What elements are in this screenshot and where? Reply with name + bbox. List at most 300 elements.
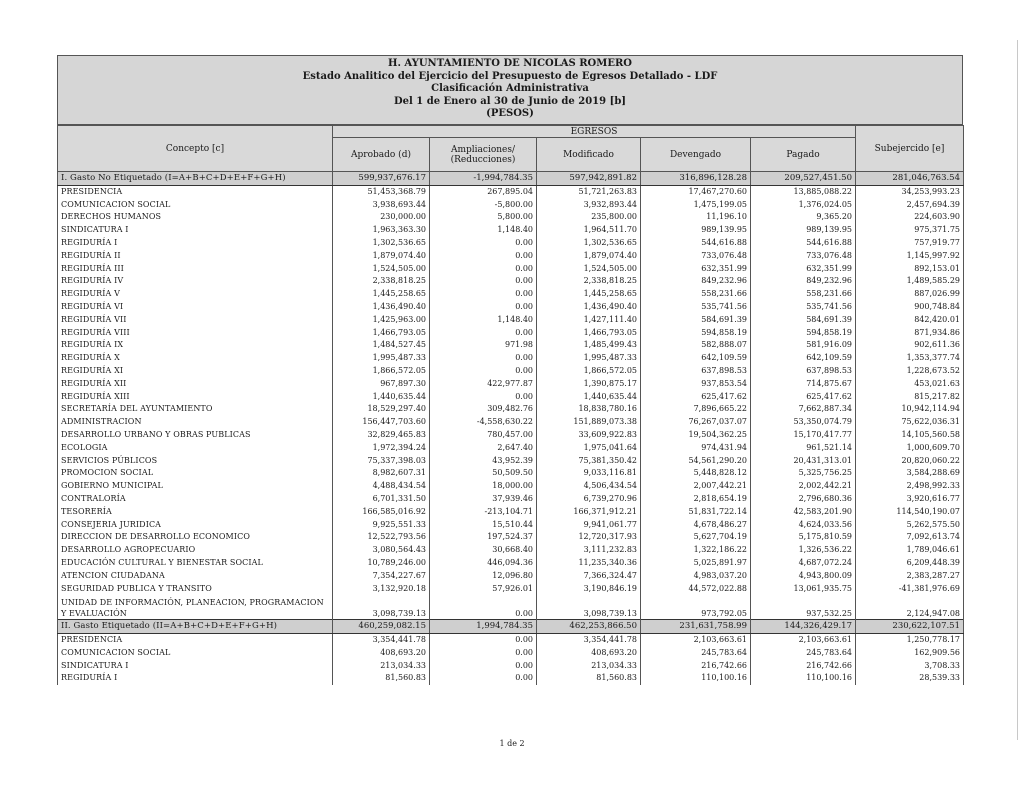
row-subejercido: 7,092,613.74 (856, 531, 964, 544)
row-aprobado: 1,524,505.00 (333, 263, 430, 276)
row-aprobado: 2,338,818.25 (333, 275, 430, 288)
row-pagado: 1,376,024.05 (751, 199, 856, 212)
row-concepto: REGIDURÍA XII (58, 378, 333, 391)
row-concepto: ADMINISTRACION (58, 416, 333, 429)
row-ampliaciones: 0.00 (430, 327, 537, 340)
row-concepto: PRESIDENCIA (58, 634, 333, 647)
row-concepto: SINDICATURA I (58, 224, 333, 237)
row-pagado: 544,616.88 (751, 237, 856, 250)
row-pagado: 625,417.62 (751, 391, 856, 404)
table-row (58, 570, 964, 583)
row-aprobado: 166,585,016.92 (333, 506, 430, 519)
row-aprobado: 3,080,564.43 (333, 544, 430, 557)
table-row (58, 327, 964, 340)
row-modificado: 1,995,487.33 (537, 352, 641, 365)
row-concepto: REGIDURÍA V (58, 288, 333, 301)
row-devengado: 973,792.05 (641, 595, 751, 620)
row-subejercido: 34,253,993.23 (856, 185, 964, 198)
row-modificado: 18,838,780.16 (537, 403, 641, 416)
row-modificado: 4,506,434.54 (537, 480, 641, 493)
row-modificado: 213,034.33 (537, 660, 641, 673)
table-row (58, 391, 964, 404)
row-devengado: 582,888.07 (641, 339, 751, 352)
row-ampliaciones: 2,647.40 (430, 442, 537, 455)
row-ampliaciones: 0.00 (430, 672, 537, 685)
row-modificado: 1,440,635.44 (537, 391, 641, 404)
table-row (58, 506, 964, 519)
table-row (58, 480, 964, 493)
row-pagado: 13,061,935.75 (751, 583, 856, 596)
row-modificado: 9,033,116.81 (537, 467, 641, 480)
row-modificado: 3,190,846.19 (537, 583, 641, 596)
row-pagado: 20,431,313.01 (751, 455, 856, 468)
row-aprobado: 1,302,536.65 (333, 237, 430, 250)
table-row (58, 583, 964, 596)
table-row (58, 416, 964, 429)
table-row (58, 519, 964, 532)
row-ampliaciones: 0.00 (430, 660, 537, 673)
row-ampliaciones: -213,104.71 (430, 506, 537, 519)
row-modificado: 12,720,317.93 (537, 531, 641, 544)
header-subejercido: Subejercido [e] (856, 126, 964, 172)
row-aprobado: 156,447,703.60 (333, 416, 430, 429)
table-row (58, 455, 964, 468)
row-ampliaciones: 0.00 (430, 250, 537, 263)
row-pagado: 53,350,074.79 (751, 416, 856, 429)
row-modificado: 11,235,340.36 (537, 557, 641, 570)
header-concepto: Concepto [c] (58, 126, 333, 172)
row-concepto: REGIDURÍA XIII (58, 391, 333, 404)
row-subejercido: 1,353,377.74 (856, 352, 964, 365)
table-total-row (58, 172, 964, 186)
row-devengado: 642,109.59 (641, 352, 751, 365)
table-row (58, 263, 964, 276)
row-concepto: DESARROLLO URBANO Y OBRAS PUBLICAS (58, 429, 333, 442)
row-concepto: COMUNICACION SOCIAL (58, 199, 333, 212)
row-ampliaciones: 0.00 (430, 634, 537, 647)
row-pagado: 110,100.16 (751, 672, 856, 685)
row-modificado: 3,111,232.83 (537, 544, 641, 557)
row-devengado: 989,139.95 (641, 224, 751, 237)
report-title: H. AYUNTAMIENTO DE NICOLAS ROMERO (388, 58, 632, 69)
row-modificado: 1,485,499.43 (537, 339, 641, 352)
row-devengado: 584,691.39 (641, 314, 751, 327)
row-subejercido: 6,209,448.39 (856, 557, 964, 570)
row-aprobado: 1,436,490.40 (333, 301, 430, 314)
row-subejercido: 3,708.33 (856, 660, 964, 673)
row-subejercido: 5,262,575.50 (856, 519, 964, 532)
row-ampliaciones: 1,148.40 (430, 224, 537, 237)
table-row (58, 467, 964, 480)
row-aprobado: 4,488,434.54 (333, 480, 430, 493)
table-row (58, 185, 964, 198)
row-modificado: 81,560.83 (537, 672, 641, 685)
header-aprobado: Aprobado (d) (333, 138, 430, 172)
row-ampliaciones: 0.00 (430, 647, 537, 660)
row-subejercido: 871,934.86 (856, 327, 964, 340)
row-aprobado: 3,938,693.44 (333, 199, 430, 212)
table-row (58, 199, 964, 212)
row-ampliaciones: 0.00 (430, 365, 537, 378)
row-modificado: 75,381,350.42 (537, 455, 641, 468)
row-devengado: 1,322,186.22 (641, 544, 751, 557)
row-subejercido: 10,942,114.94 (856, 403, 964, 416)
row-devengado: 625,417.62 (641, 391, 751, 404)
row-modificado: 166,371,912.21 (537, 506, 641, 519)
row-aprobado: 3,354,441.78 (333, 634, 430, 647)
row-modificado: 33,609,922.83 (537, 429, 641, 442)
row-devengado: 245,783.64 (641, 647, 751, 660)
row-modificado: 3,354,441.78 (537, 634, 641, 647)
row-subejercido: 1,145,997.92 (856, 250, 964, 263)
row-concepto: CONSEJERIA JURIDICA (58, 519, 333, 532)
row-concepto: I. Gasto No Etiquetado (I=A+B+C+D+E+F+G+H) (58, 172, 333, 186)
table-row (58, 531, 964, 544)
row-modificado: 1,866,572.05 (537, 365, 641, 378)
table-body (58, 172, 964, 686)
row-pagado: 5,325,756.25 (751, 467, 856, 480)
row-devengado: 544,616.88 (641, 237, 751, 250)
row-aprobado: 460,259,082.15 (333, 620, 430, 634)
row-pagado: 584,691.39 (751, 314, 856, 327)
table-row (58, 352, 964, 365)
row-devengado: 316,896,128.28 (641, 172, 751, 186)
row-pagado: 9,365.20 (751, 211, 856, 224)
header-devengado: Devengado (641, 138, 751, 172)
row-pagado: 594,858.19 (751, 327, 856, 340)
row-ampliaciones: 267,895.04 (430, 185, 537, 198)
header-pagado: Pagado (751, 138, 856, 172)
row-pagado: 733,076.48 (751, 250, 856, 263)
row-subejercido: 1,000,609.70 (856, 442, 964, 455)
row-ampliaciones: 0.00 (430, 391, 537, 404)
table-row (58, 339, 964, 352)
row-ampliaciones: 780,457.00 (430, 429, 537, 442)
row-pagado: 581,916.09 (751, 339, 856, 352)
row-ampliaciones: -4,558,630.22 (430, 416, 537, 429)
table-row (58, 634, 964, 647)
row-concepto: REGIDURÍA I (58, 237, 333, 250)
table-row (58, 224, 964, 237)
row-pagado: 558,231.66 (751, 288, 856, 301)
table-row (58, 595, 964, 620)
row-pagado: 849,232.96 (751, 275, 856, 288)
row-ampliaciones: 197,524.37 (430, 531, 537, 544)
row-pagado: 144,326,429.17 (751, 620, 856, 634)
row-subejercido: 1,489,585.29 (856, 275, 964, 288)
row-ampliaciones: 309,482.76 (430, 403, 537, 416)
row-devengado: 19,504,362.25 (641, 429, 751, 442)
row-concepto: SERVICIOS PÚBLICOS (58, 455, 333, 468)
row-subejercido: 162,909.56 (856, 647, 964, 660)
row-ampliaciones: 30,668.40 (430, 544, 537, 557)
row-aprobado: 9,925,551.33 (333, 519, 430, 532)
row-modificado: 1,427,111.40 (537, 314, 641, 327)
row-devengado: 937,853.54 (641, 378, 751, 391)
row-concepto: TESORERÍA (58, 506, 333, 519)
row-modificado: 1,302,536.65 (537, 237, 641, 250)
row-aprobado: 75,337,398.03 (333, 455, 430, 468)
row-ampliaciones: 37,939.46 (430, 493, 537, 506)
table-row (58, 378, 964, 391)
table-total-row (58, 620, 964, 634)
row-concepto: ATENCION CIUDADANA (58, 570, 333, 583)
table-header (58, 126, 964, 172)
row-aprobado: 8,982,607.31 (333, 467, 430, 480)
row-devengado: 4,678,486.27 (641, 519, 751, 532)
row-subejercido: 1,228,673.52 (856, 365, 964, 378)
row-ampliaciones: 43,952.39 (430, 455, 537, 468)
row-ampliaciones: 422,977.87 (430, 378, 537, 391)
page-number: 1 de 2 (499, 739, 525, 748)
row-modificado: 3,098,739.13 (537, 595, 641, 620)
row-devengado: 849,232.96 (641, 275, 751, 288)
row-subejercido: 1,250,778.17 (856, 634, 964, 647)
row-concepto: GOBIERNO MUNICIPAL (58, 480, 333, 493)
table-row (58, 660, 964, 673)
row-ampliaciones: 0.00 (430, 263, 537, 276)
row-concepto: REGIDURÍA III (58, 263, 333, 276)
report-currency: (PESOS) (486, 108, 534, 120)
row-pagado: 245,783.64 (751, 647, 856, 660)
report-subtitle: Estado Analitico del Ejercicio del Presupuesto de Egresos Detallado - LDF (302, 70, 718, 82)
row-concepto: REGIDURÍA I (58, 672, 333, 685)
row-modificado: 235,800.00 (537, 211, 641, 224)
row-aprobado: 7,354,227.67 (333, 570, 430, 583)
row-pagado: 937,532.25 (751, 595, 856, 620)
row-aprobado: 32,829,465.83 (333, 429, 430, 442)
row-ampliaciones: 5,800.00 (430, 211, 537, 224)
row-modificado: 51,721,263.83 (537, 185, 641, 198)
report-period: Del 1 de Enero al 30 de Junio de 2019 [b] (393, 95, 627, 107)
row-concepto: REGIDURÍA IX (58, 339, 333, 352)
report-classification: Clasificación Administrativa (431, 83, 589, 95)
row-devengado: 558,231.66 (641, 288, 751, 301)
row-modificado: 408,693.20 (537, 647, 641, 660)
row-devengado: 231,631,758.99 (641, 620, 751, 634)
row-aprobado: 51,453,368.79 (333, 185, 430, 198)
table-row (58, 301, 964, 314)
row-modificado: 462,253,866.50 (537, 620, 641, 634)
row-subejercido: 815,217.82 (856, 391, 964, 404)
row-aprobado: 12,522,793.56 (333, 531, 430, 544)
row-subejercido: 3,584,288.69 (856, 467, 964, 480)
row-devengado: 632,351.99 (641, 263, 751, 276)
row-subejercido: 2,124,947.08 (856, 595, 964, 620)
row-concepto: II. Gasto Etiquetado (II=A+B+C+D+E+F+G+H) (58, 620, 333, 634)
table-row (58, 429, 964, 442)
table-row (58, 365, 964, 378)
row-aprobado: 213,034.33 (333, 660, 430, 673)
row-subejercido: 842,420.01 (856, 314, 964, 327)
row-modificado: 9,941,061.77 (537, 519, 641, 532)
row-subejercido: 2,457,694.39 (856, 199, 964, 212)
row-pagado: 209,527,451.50 (751, 172, 856, 186)
row-modificado: 3,932,893.44 (537, 199, 641, 212)
table-row (58, 250, 964, 263)
row-aprobado: 1,440,635.44 (333, 391, 430, 404)
row-concepto: SEGURIDAD PUBLICA Y TRANSITO (58, 583, 333, 596)
row-aprobado: 599,937,676.17 (333, 172, 430, 186)
row-subejercido: 2,383,287.27 (856, 570, 964, 583)
row-modificado: 597,942,891.82 (537, 172, 641, 186)
table-row (58, 442, 964, 455)
table-row (58, 314, 964, 327)
row-devengado: 733,076.48 (641, 250, 751, 263)
row-devengado: 2,103,663.61 (641, 634, 751, 647)
row-concepto: SECRETARÍA DEL AYUNTAMIENTO (58, 403, 333, 416)
row-concepto: PROMOCION SOCIAL (58, 467, 333, 480)
row-subejercido: 757,919.77 (856, 237, 964, 250)
row-modificado: 6,739,270.96 (537, 493, 641, 506)
row-ampliaciones: 0.00 (430, 301, 537, 314)
table-row (58, 288, 964, 301)
row-subejercido: 28,539.33 (856, 672, 964, 685)
row-concepto: REGIDURÍA XI (58, 365, 333, 378)
row-concepto: COMUNICACION SOCIAL (58, 647, 333, 660)
row-devengado: 4,983,037.20 (641, 570, 751, 583)
row-aprobado: 1,972,394.24 (333, 442, 430, 455)
row-devengado: 11,196.10 (641, 211, 751, 224)
row-subejercido: 75,622,036.31 (856, 416, 964, 429)
row-modificado: 1,964,511.70 (537, 224, 641, 237)
row-pagado: 961,521.14 (751, 442, 856, 455)
row-pagado: 4,624,033.56 (751, 519, 856, 532)
row-ampliaciones: -1,994,784.35 (430, 172, 537, 186)
row-pagado: 637,898.53 (751, 365, 856, 378)
row-concepto: REGIDURÍA VIII (58, 327, 333, 340)
row-aprobado: 1,866,572.05 (333, 365, 430, 378)
row-modificado: 1,524,505.00 (537, 263, 641, 276)
row-pagado: 642,109.59 (751, 352, 856, 365)
row-devengado: 5,448,828.12 (641, 467, 751, 480)
budget-table (57, 125, 964, 685)
row-pagado: 42,583,201.90 (751, 506, 856, 519)
table-row (58, 403, 964, 416)
row-pagado: 4,687,072.24 (751, 557, 856, 570)
row-modificado: 1,466,793.05 (537, 327, 641, 340)
row-aprobado: 1,466,793.05 (333, 327, 430, 340)
table-row (58, 275, 964, 288)
report-sheet (57, 55, 963, 685)
row-aprobado: 408,693.20 (333, 647, 430, 660)
row-pagado: 5,175,810.59 (751, 531, 856, 544)
row-subejercido: 975,371.75 (856, 224, 964, 237)
row-devengado: 5,025,891.97 (641, 557, 751, 570)
row-pagado: 714,875.67 (751, 378, 856, 391)
row-concepto: REGIDURÍA VII (58, 314, 333, 327)
row-aprobado: 1,425,963.00 (333, 314, 430, 327)
header-egresos: EGRESOS (333, 126, 856, 138)
row-subejercido: 14,105,560.58 (856, 429, 964, 442)
row-pagado: 535,741.56 (751, 301, 856, 314)
row-ampliaciones: 0.00 (430, 288, 537, 301)
row-modificado: 1,975,041.64 (537, 442, 641, 455)
row-devengado: 2,007,442.21 (641, 480, 751, 493)
row-devengado: 7,896,665.22 (641, 403, 751, 416)
row-subejercido: 281,046,763.54 (856, 172, 964, 186)
row-devengado: 51,831,722.14 (641, 506, 751, 519)
row-devengado: 216,742.66 (641, 660, 751, 673)
table-row (58, 211, 964, 224)
row-pagado: 13,885,088.22 (751, 185, 856, 198)
row-devengado: 594,858.19 (641, 327, 751, 340)
row-aprobado: 1,963,363.30 (333, 224, 430, 237)
row-concepto: SINDICATURA I (58, 660, 333, 673)
row-subejercido: -41,381,976.69 (856, 583, 964, 596)
row-ampliaciones: 1,148.40 (430, 314, 537, 327)
row-aprobado: 1,879,074.40 (333, 250, 430, 263)
row-concepto: CONTRALORÍA (58, 493, 333, 506)
row-aprobado: 18,529,297.40 (333, 403, 430, 416)
row-devengado: 1,475,199.05 (641, 199, 751, 212)
row-concepto: UNIDAD DE INFORMACIÓN, PLANEACION, PROGRAMACION Y EVALUACIÓN (58, 595, 333, 620)
row-aprobado: 3,132,920.18 (333, 583, 430, 596)
row-pagado: 216,742.66 (751, 660, 856, 673)
row-ampliaciones: 0.00 (430, 237, 537, 250)
row-subejercido: 2,498,992.33 (856, 480, 964, 493)
row-subejercido: 224,603.90 (856, 211, 964, 224)
row-pagado: 7,662,887.34 (751, 403, 856, 416)
row-aprobado: 10,789,246.00 (333, 557, 430, 570)
row-pagado: 2,103,663.61 (751, 634, 856, 647)
row-devengado: 2,818,654.19 (641, 493, 751, 506)
table-row (58, 647, 964, 660)
row-subejercido: 887,026.99 (856, 288, 964, 301)
row-devengado: 76,267,037.07 (641, 416, 751, 429)
row-concepto: REGIDURÍA X (58, 352, 333, 365)
row-modificado: 1,436,490.40 (537, 301, 641, 314)
row-concepto: DIRECCION DE DESARROLLO ECONOMICO (58, 531, 333, 544)
row-pagado: 989,139.95 (751, 224, 856, 237)
row-subejercido: 1,789,046.61 (856, 544, 964, 557)
row-subejercido: 900,748.84 (856, 301, 964, 314)
row-ampliaciones: 57,926.01 (430, 583, 537, 596)
row-subejercido: 114,540,190.07 (856, 506, 964, 519)
row-modificado: 151,889,073.38 (537, 416, 641, 429)
row-concepto: DESARROLLO AGROPECUARIO (58, 544, 333, 557)
row-concepto: DERECHOS HUMANOS (58, 211, 333, 224)
row-ampliaciones: 0.00 (430, 275, 537, 288)
table-row (58, 493, 964, 506)
row-concepto: PRESIDENCIA (58, 185, 333, 198)
row-aprobado: 3,098,739.13 (333, 595, 430, 620)
row-devengado: 110,100.16 (641, 672, 751, 685)
row-concepto: ECOLOGIA (58, 442, 333, 455)
row-ampliaciones: 18,000.00 (430, 480, 537, 493)
row-ampliaciones: 0.00 (430, 595, 537, 620)
row-ampliaciones: 0.00 (430, 352, 537, 365)
table-row (58, 672, 964, 685)
row-subejercido: 892,153.01 (856, 263, 964, 276)
row-concepto: REGIDURÍA II (58, 250, 333, 263)
row-pagado: 4,943,800.09 (751, 570, 856, 583)
row-ampliaciones: -5,800.00 (430, 199, 537, 212)
row-ampliaciones: 1,994,784.35 (430, 620, 537, 634)
row-concepto: REGIDURÍA IV (58, 275, 333, 288)
row-pagado: 632,351.99 (751, 263, 856, 276)
row-modificado: 1,445,258.65 (537, 288, 641, 301)
header-ampliaciones: Ampliaciones/ (Reducciones) (430, 138, 537, 172)
row-subejercido: 902,611.36 (856, 339, 964, 352)
row-devengado: 44,572,022.88 (641, 583, 751, 596)
row-subejercido: 3,920,616.77 (856, 493, 964, 506)
row-subejercido: 453,021.63 (856, 378, 964, 391)
row-pagado: 15,170,417.77 (751, 429, 856, 442)
row-devengado: 535,741.56 (641, 301, 751, 314)
row-ampliaciones: 15,510.44 (430, 519, 537, 532)
row-modificado: 1,879,074.40 (537, 250, 641, 263)
